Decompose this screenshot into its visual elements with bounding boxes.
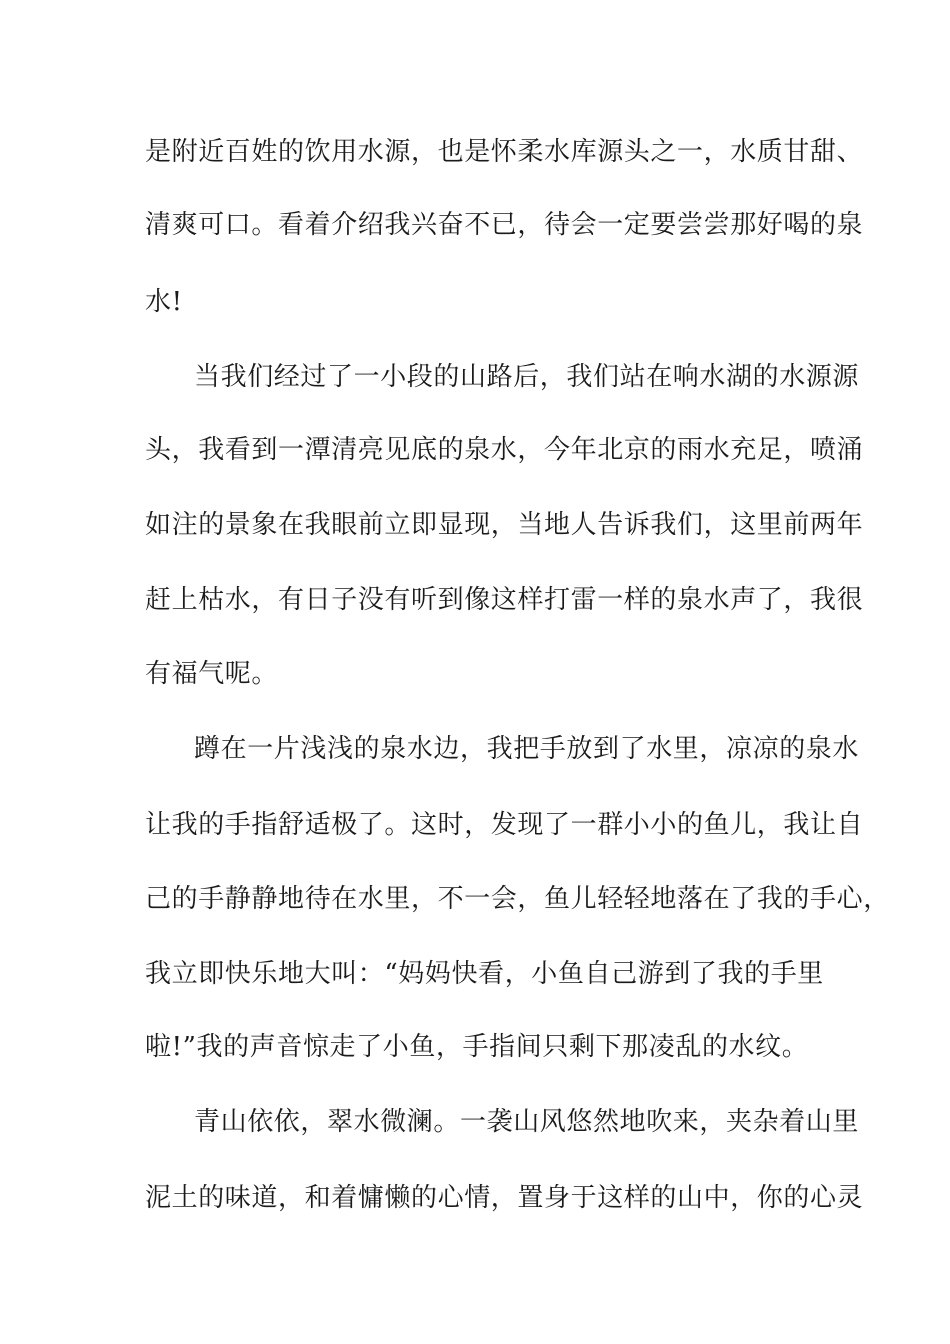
paragraph-first-line: 当我们经过了一小段的山路后，我们站在响水湖的水源源 (194, 362, 860, 392)
paragraph-first-line: 蹲在一片浅浅的泉水边，我把手放到了水里，凉凉的泉水 (194, 734, 860, 764)
text-line: 赶上枯水，有日子没有听到像这样打雷一样的泉水声了，我很 (145, 585, 864, 615)
text-line: 头，我看到一潭清亮见底的泉水，今年北京的雨水充足，喷涌 (145, 435, 864, 465)
text-line: 如注的景象在我眼前立即显现，当地人告诉我们，这里前两年 (145, 510, 864, 540)
text-line: 是附近百姓的饮用水源，也是怀柔水库源头之一，水质甘甜、 (145, 137, 864, 167)
paragraph-first-line: 青山依依，翠水微澜。一袭山风悠然地吹来，夹杂着山里 (194, 1107, 860, 1137)
text-line: 清爽可口。看着介绍我兴奋不已，待会一定要尝尝那好喝的泉 (145, 210, 864, 240)
text-line: 己的手静静地待在水里，不一会，鱼儿轻轻地落在了我的手心， (145, 884, 890, 914)
text-line: 我立即快乐地大叫：“妈妈快看，小鱼自己游到了我的手里 (145, 959, 824, 989)
text-line: 啦!”我的声音惊走了小鱼，手指间只剩下那凌乱的水纹。 (145, 1032, 809, 1062)
text-line: 水! (145, 287, 183, 317)
text-line: 泥土的味道，和着慵懒的心情，置身于这样的山中，你的心灵 (145, 1183, 864, 1213)
text-line: 有福气呢。 (145, 659, 279, 689)
text-line: 让我的手指舒适极了。这时，发现了一群小小的鱼儿，我让自 (145, 810, 864, 840)
